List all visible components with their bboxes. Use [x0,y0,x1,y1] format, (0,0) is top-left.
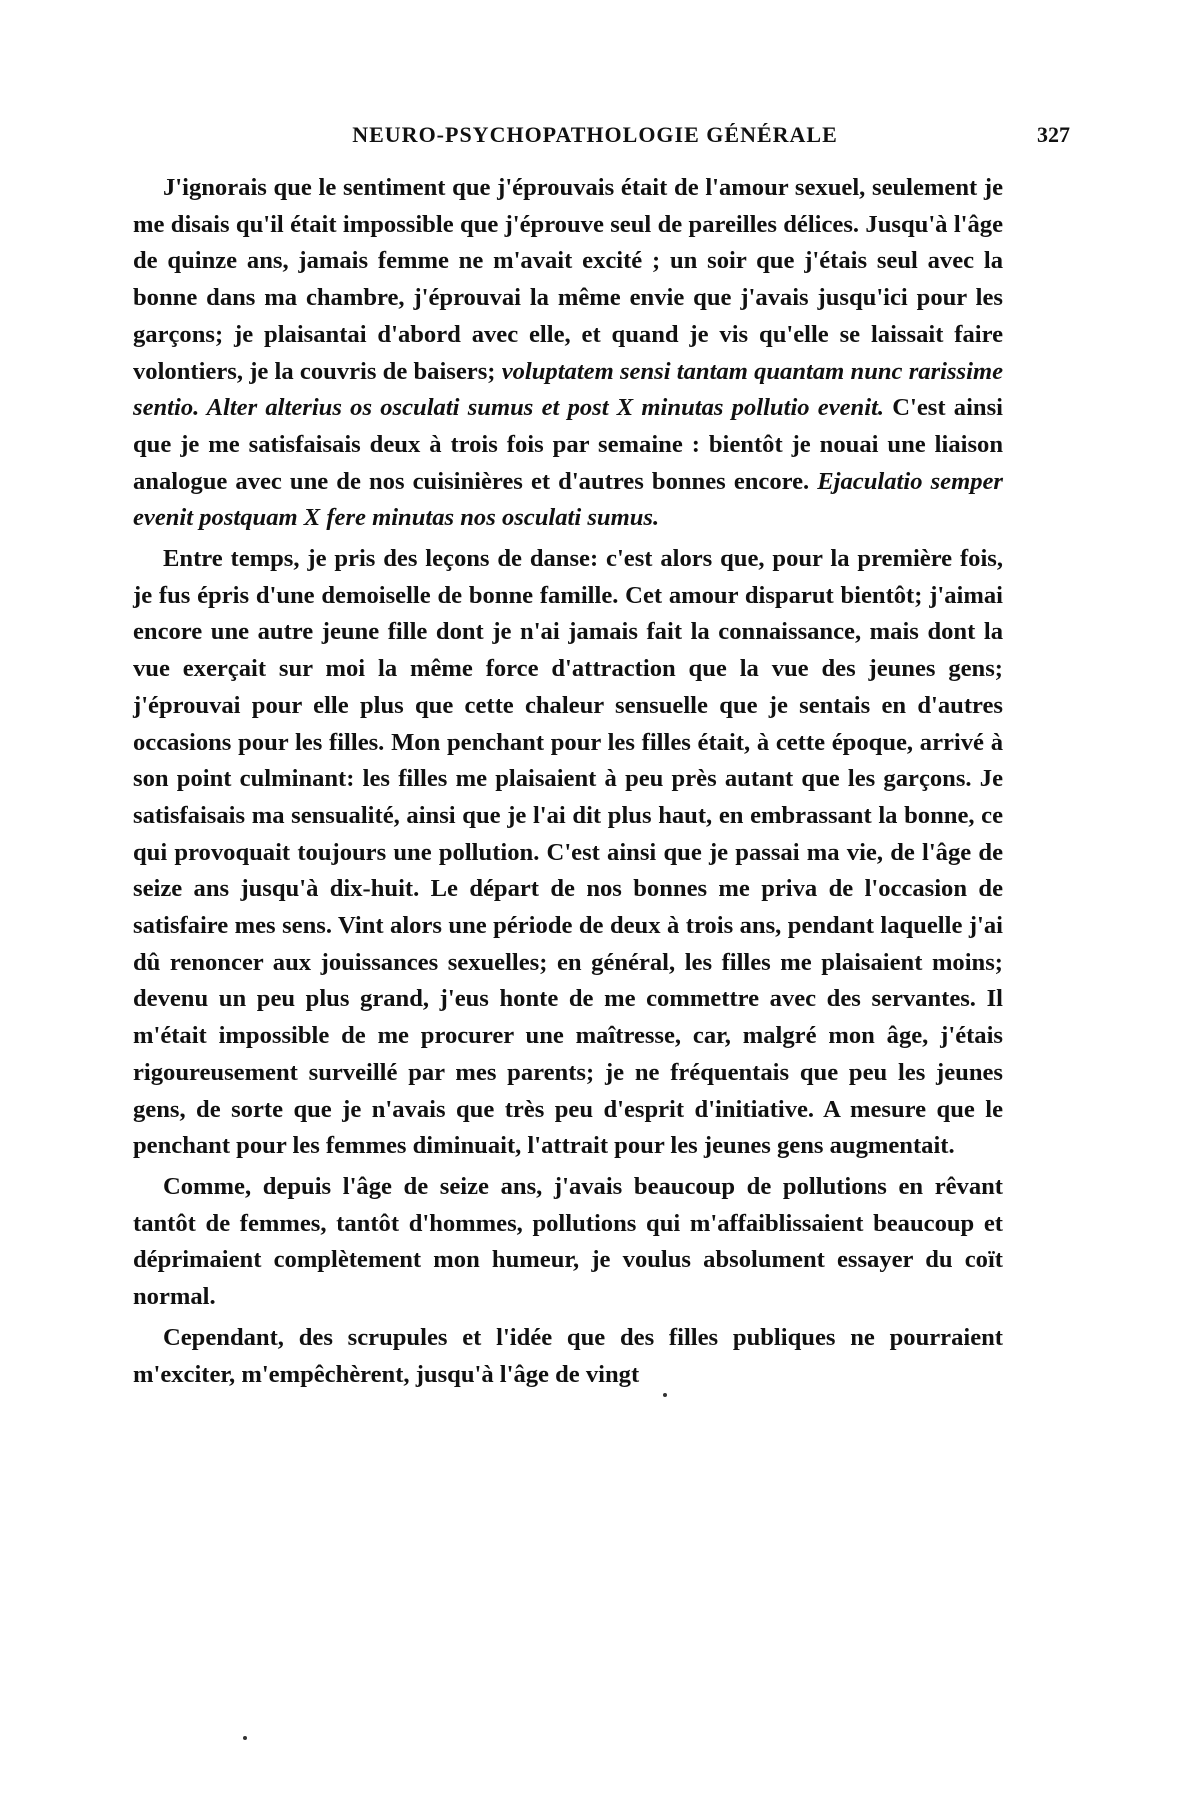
running-title: NEURO-PSYCHOPATHOLOGIE GÉNÉRALE [352,122,838,147]
text-segment: J'ignorais que le sentiment que j'éprouvais était de l'amour sexuel, seulement je me disais qu'il était impossible que j'éprouve seul de pareilles délices. Jusqu'à l'âge de quinze ans, jamais femme ne m'avait excité ; un soir que j'étais seul avec la bonne dans ma chambre, j'éprouvai la même envie que j'avais jusqu'ici pour les garçons; je plaisantai d'abord avec elle, et quand je vis qu'elle se laissait faire volontiers, je la couvris de baisers; [133,174,1003,385]
latin-passage: voluptatem sensi tantam quantam nunc rarissime sentio. Alter alterius os osculati sumus et post X minutas pollutio evenit. [133,357,1003,422]
text-segment: Cependant, des scrupules et l'idée que des filles publiques ne pourraient m'exciter, m'empêchèrent, jusqu'à l'âge de vingt [133,1323,1003,1388]
text-segment: Entre temps, je pris des leçons de danse: c'est alors que, pour la première fois, je fus épris d'une demoiselle de bonne famille. Cet amour disparut bientôt; j'aimai encore une autre jeune fille dont je n'ai jamais fait la connaissance, mais dont la vue exerçait sur moi la même force d'attraction que la vue des jeunes gens; j'éprouvai pour elle plus que cette chaleur sensuelle que je sentais en d'autres occasions pour les filles. Mon penchant pour les filles était, à cette époque, arrivé à son point culminant: les filles me plaisaient à peu près autant que les garçons. Je satisfaisais ma sensualité, ainsi que je l'ai dit plus haut, en embrassant la bonne, ce qui provoquait toujours une pollution. C'est ainsi que je passai ma vie, de l'âge de seize ans jusqu'à dix-huit. Le départ de nos bonnes me priva de l'occasion de satisfaire mes sens. Vint alors une période de deux à trois ans, pendant laquelle j'ai dû renoncer aux jouissances sexuelles; en général, les filles me plaisaient moins; devenu un peu plus grand, j'eus honte de me commettre avec des servantes. Il m'était impossible de me procurer une maîtresse, car, malgré mon âge, j'étais rigoureusement surveillé par mes parents; je ne fréquentais que peu les jeunes gens, de sorte que je n'avais que très peu d'esprit d'initiative. A mesure que le penchant pour les femmes diminuait, l'attrait pour les jeunes gens augmentait. [133,545,1003,1160]
paragraph [133,541,1003,1165]
paragraph [133,1169,1003,1316]
page-number: 327 [1037,122,1070,147]
running-header [120,122,1070,158]
paragraph [133,1320,1003,1393]
text-segment: C'est ainsi que je me satisfaisais deux à trois fois par semaine : bientôt je nouai une liaison analogue avec une de nos cuisinières et d'autres bonnes encore. [133,394,1003,495]
scan-speck [663,1393,667,1397]
latin-passage: Ejaculatio semper evenit postquam X fere minutas nos osculati sumus. [133,467,1003,532]
body-text [133,170,1003,1393]
scan-speck [243,1736,247,1740]
paragraph [133,170,1003,537]
text-segment: Comme, depuis l'âge de seize ans, j'avais beaucoup de pollutions en rêvant tantôt de femmes, tantôt d'hommes, pollutions qui m'affaiblissaient beaucoup et déprimaient complètement mon humeur, je voulus absolument essayer du coït normal. [133,1172,1003,1311]
